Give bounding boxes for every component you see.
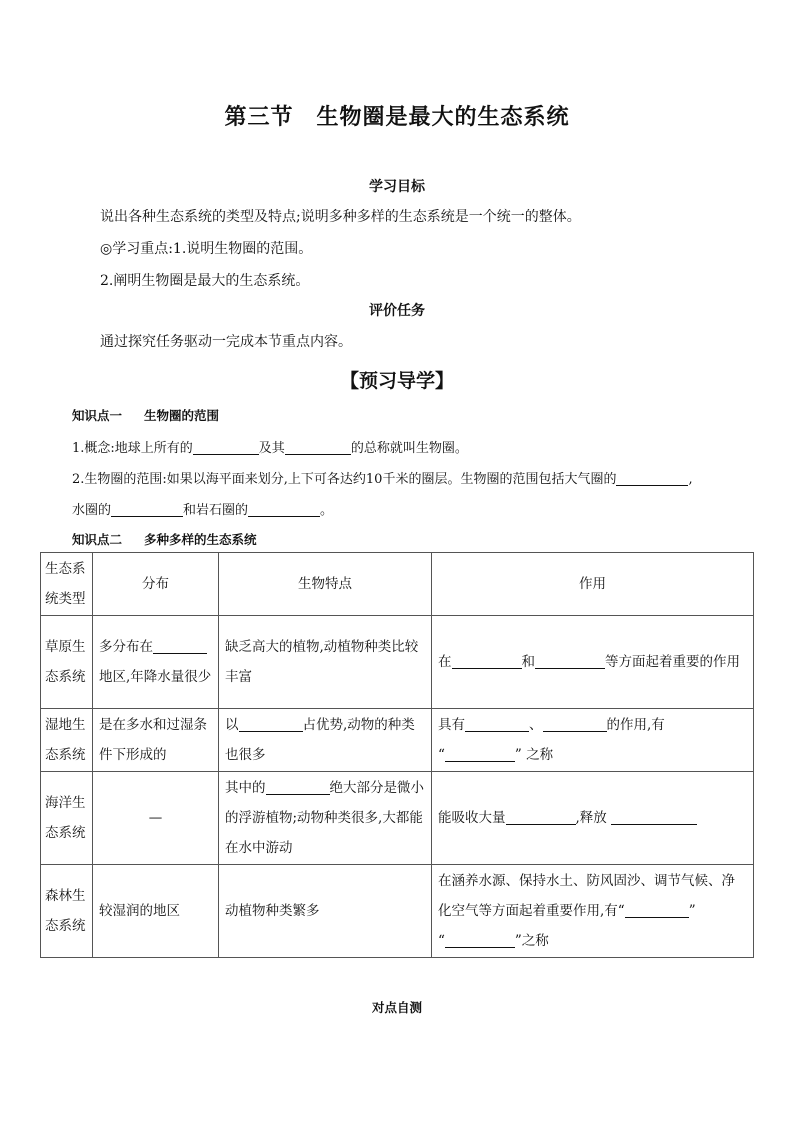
table-row — [41, 865, 754, 958]
cell-text: ,释放 — [575, 810, 607, 826]
kp1-item1-text-c: 的总称就叫生物圈。 — [350, 441, 468, 456]
cell-text: 其中的 — [225, 780, 266, 796]
cell-text: 占优势,动物的种类也很多 — [225, 717, 415, 763]
kp1-item2-text-e: 。 — [320, 503, 334, 518]
ecosystem-table — [40, 552, 754, 958]
cell-text: ” — [688, 903, 696, 919]
table-row — [41, 709, 754, 772]
cell-text: 等方面起着重要的作用 — [605, 654, 740, 670]
kp1-label: 知识点一 — [72, 408, 123, 423]
cell-text: 具有 — [438, 717, 465, 733]
cell-role — [432, 772, 754, 865]
evaluation-heading: 评价任务 — [369, 303, 425, 319]
header-type: 生态系统类型 — [41, 553, 93, 616]
cell-text: 在 — [438, 654, 452, 670]
cell-features — [219, 709, 432, 772]
cell-type: 草原生态系统 — [41, 616, 93, 709]
cell-text: 的作用,有 — [606, 717, 665, 733]
cell-text: 和 — [521, 654, 535, 670]
evaluation-line-1: 通过探究任务驱动一完成本节重点内容。 — [100, 334, 352, 350]
cell-text: ” 之称 — [514, 747, 554, 763]
fill-blank[interactable] — [239, 717, 303, 732]
objective-line-3: 2.阐明生物圈是最大的生态系统。 — [100, 273, 310, 289]
cell-text: “ — [438, 933, 445, 949]
fill-blank[interactable] — [616, 471, 688, 486]
table-row — [41, 616, 754, 709]
cell-role — [432, 616, 754, 709]
cell-text: 在涵养水源、保持水土、防风固沙、调节气候、净化空气等方面起着重要作用,有“ — [438, 873, 735, 919]
fill-blank[interactable] — [625, 903, 689, 918]
kp1-item2-text-d: 和岩石圈的 — [183, 503, 249, 518]
kp2-title: 多种多样的生态系统 — [144, 532, 257, 547]
cell-text: 、 — [529, 717, 543, 733]
fill-blank[interactable] — [465, 717, 529, 732]
cell-text: 地区,年降水量很少 — [99, 669, 212, 685]
fill-blank[interactable] — [506, 810, 576, 825]
objective-line-2: ◎学习重点:1.说明生物圈的范围。 — [100, 241, 313, 257]
knowledge-point-2-heading — [72, 530, 257, 548]
cell-distribution: 较湿润的地区 — [93, 865, 219, 958]
header-distribution: 分布 — [93, 553, 219, 616]
fill-blank[interactable] — [452, 654, 522, 669]
cell-features — [219, 772, 432, 865]
fill-blank[interactable] — [535, 654, 605, 669]
fill-blank[interactable] — [248, 502, 320, 517]
kp1-item1-text-a: 1.概念:地球上所有的 — [72, 441, 193, 456]
kp1-item1-text-b: 及其 — [258, 441, 285, 456]
cell-distribution — [93, 616, 219, 709]
kp1-item2-text-c: 水圈的 — [72, 503, 112, 518]
objective-line-1: 说出各种生态系统的类型及特点;说明多种多样的生态系统是一个统一的整体。 — [100, 209, 581, 225]
header-role: 作用 — [432, 553, 754, 616]
preview-heading: 【预习导学】 — [339, 370, 454, 392]
fill-blank[interactable] — [266, 780, 330, 795]
self-test-heading: 对点自测 — [371, 1000, 422, 1015]
fill-blank[interactable] — [611, 810, 697, 825]
cell-text: 以 — [225, 717, 239, 733]
fill-blank[interactable] — [445, 747, 515, 762]
kp1-item-2-cont — [72, 499, 333, 518]
knowledge-point-1-heading — [72, 406, 219, 424]
cell-text: “ — [438, 747, 445, 763]
cell-distribution: 是在多水和过湿条件下形成的 — [93, 709, 219, 772]
objectives-heading: 学习目标 — [369, 179, 425, 195]
kp1-item-2 — [72, 468, 693, 487]
kp1-item-1 — [72, 437, 468, 456]
fill-blank[interactable] — [445, 933, 515, 948]
cell-features: 缺乏高大的植物,动植物种类比较丰富 — [219, 616, 432, 709]
cell-role — [432, 865, 754, 958]
cell-text: 绝大部分是微小的浮游植物;动物种类很多,大都能在水中游动 — [225, 780, 424, 856]
cell-text: 能吸收大量 — [438, 810, 506, 826]
page-title: 第三节 生物圈是最大的生态系统 — [224, 105, 570, 130]
kp2-label: 知识点二 — [72, 532, 123, 547]
cell-features: 动植物种类繁多 — [219, 865, 432, 958]
cell-distribution: — — [93, 772, 219, 865]
header-features: 生物特点 — [219, 553, 432, 616]
fill-blank[interactable] — [193, 440, 259, 455]
cell-text: 多分布在 — [99, 639, 153, 655]
fill-blank[interactable] — [111, 502, 183, 517]
cell-type: 森林生态系统 — [41, 865, 93, 958]
table-row — [41, 772, 754, 865]
fill-blank[interactable] — [153, 639, 207, 654]
fill-blank[interactable] — [543, 717, 607, 732]
table-header-row — [41, 553, 754, 616]
kp1-item2-text-a: 2.生物圈的范围:如果以海平面来划分,上下可各达约10千米的圈层。生物圈的范围包括大气圈的 — [72, 472, 617, 487]
cell-role — [432, 709, 754, 772]
cell-type: 湿地生态系统 — [41, 709, 93, 772]
kp1-title: 生物圈的范围 — [144, 408, 220, 423]
cell-type: 海洋生态系统 — [41, 772, 93, 865]
cell-text: ”之称 — [514, 933, 549, 949]
kp1-item2-text-b: , — [688, 472, 693, 487]
fill-blank[interactable] — [285, 440, 351, 455]
